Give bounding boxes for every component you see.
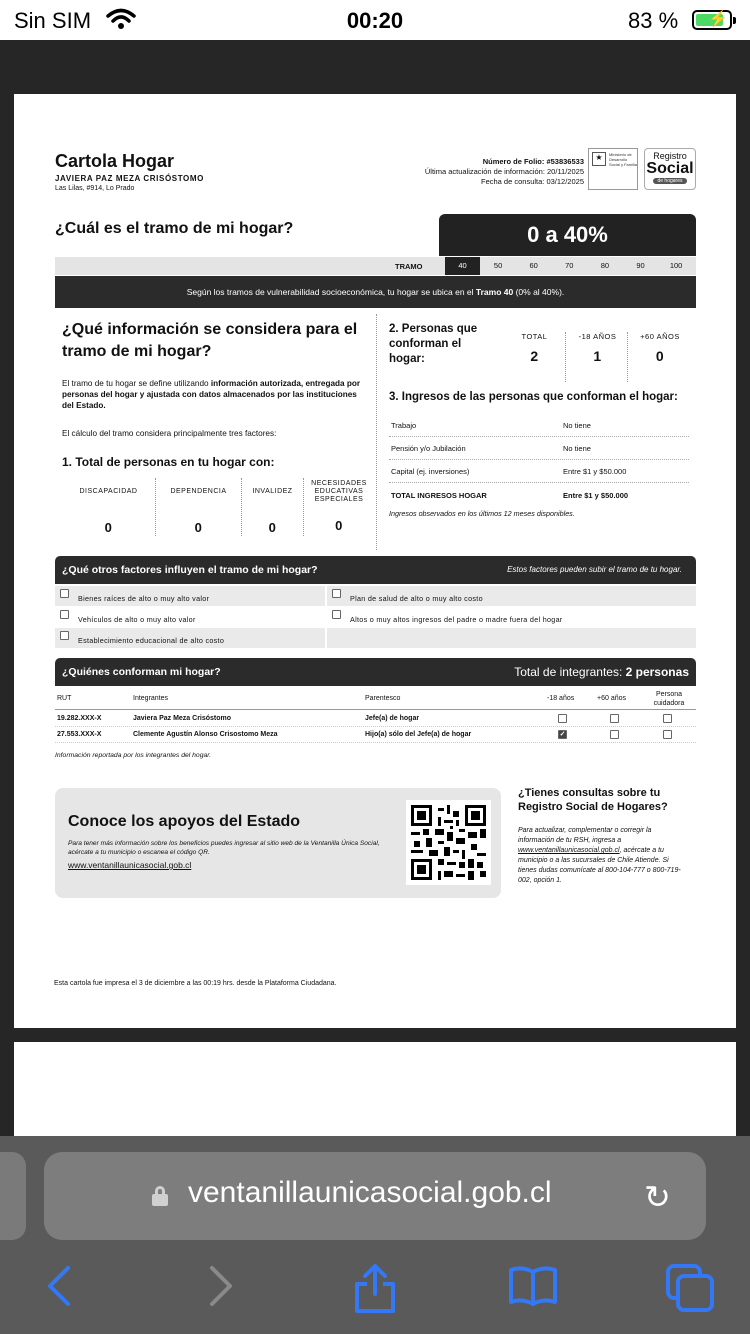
tramo-banner [55, 276, 696, 308]
checkbox-icon [610, 714, 619, 723]
qr-code[interactable] [406, 800, 491, 885]
forward-icon[interactable] [206, 1264, 236, 1319]
otros-title: ¿Qué otros factores influyen el tramo de mi hogar? [62, 564, 318, 576]
tabs-icon[interactable] [666, 1264, 714, 1323]
crest-icon: ★ [592, 152, 606, 166]
personas-menores: -18 AÑOS 1 [568, 332, 628, 382]
otros-item: Plan de salud de alto o muy alto costo [327, 586, 696, 606]
doc-meta [344, 157, 584, 187]
checkbox-icon [60, 631, 69, 640]
tramo-scale-50: 50 [493, 261, 503, 270]
rsh-logo-line2: Social [646, 160, 694, 177]
integrantes-total: Total de integrantes: 2 personas [514, 665, 689, 679]
tramo-scale [55, 257, 696, 275]
clock: 00:20 [346, 8, 404, 33]
info-p1-text: El tramo de tu hogar se define utilizando [62, 379, 211, 388]
info-paragraph [62, 378, 362, 411]
rsh-logo-line1: Registro [653, 151, 687, 161]
tramo-scale-label: TRAMO [395, 262, 423, 271]
otros-item: Altos o muy altos ingresos del padre o madre fuera del hogar [327, 607, 696, 627]
battery-percent: 83 % [628, 8, 679, 33]
personas-mayores: +60 AÑOS 0 [640, 332, 680, 364]
factors-table [62, 478, 370, 536]
members-table-header: RUT Integrantes Parentesco -18 años +60 años Persona cuidadora [55, 688, 696, 710]
tramo-scale-40: 40 [445, 257, 480, 275]
tramo-banner-bold: Tramo 40 [475, 287, 514, 297]
income-row: Capital (ej. inversiones) Entre $1 y $50.000 [389, 460, 689, 483]
doc-title: Cartola Hogar [55, 151, 175, 171]
checkbox-icon [610, 730, 619, 739]
info-paragraph-2: El cálculo del tramo considera principalmente tres factores: [62, 429, 277, 438]
checked-checkbox-icon: ✓ [559, 731, 566, 738]
apoyos-text: Para tener más información sobre los beneficios puedes ingresar al sitio web de la Ventanilla Única Social, acércate a tu municipio o escanea el código QR. [68, 840, 380, 856]
info-question: ¿Qué información se considera para el tramo de mi hogar? [62, 321, 358, 360]
carrier-label: Sin SIM [14, 8, 92, 33]
bookmarks-icon[interactable] [508, 1264, 558, 1319]
reload-icon[interactable]: ↻ [644, 1179, 671, 1215]
tramo-banner-text: Según los tramos de vulnerabilidad socioeconómica, tu hogar se ubica en el [186, 287, 476, 297]
tramo-scale-70: 70 [565, 261, 574, 270]
tramo-value: 0 a 40% [439, 214, 696, 256]
apoyos-link[interactable]: www.ventanillaunicasocial.gob.cl [68, 860, 192, 870]
table-row: 27.553.XXX-X Clemente Agustín Alonso Crisostomo Meza Hijo(a) sólo del Jefe(a) de hogar ✓ [55, 727, 696, 743]
checkbox-icon [332, 589, 341, 598]
otros-note: Estos factores pueden subir el tramo de tu hogar. [507, 565, 682, 574]
personas-total: TOTAL 2 [504, 332, 566, 382]
status-bar [0, 0, 750, 40]
factor-dependencia: DEPENDENCIA 0 [156, 478, 242, 536]
apoyos-card [55, 788, 501, 898]
ministry-logo [588, 148, 638, 190]
document-page [14, 94, 736, 1028]
checkbox-icon [60, 610, 69, 619]
document-viewer[interactable] [0, 40, 750, 1136]
holder-name: JAVIERA PAZ MEZA CRISÓSTOMO [55, 174, 204, 183]
back-icon[interactable] [44, 1264, 74, 1319]
tramo-question: ¿Cuál es el tramo de mi hogar? [55, 220, 294, 237]
qr-code-icon [411, 805, 486, 880]
browser-toolbar [0, 1136, 750, 1334]
otros-item: Vehículos de alto o muy alto valor [55, 607, 325, 627]
income-total-row: TOTAL INGRESOS HOGAR Entre $1 y $50.000 [391, 491, 629, 500]
checkbox-icon [60, 589, 69, 598]
tramo-scale-80: 80 [600, 261, 610, 270]
tramo-scale-100: 100 [669, 261, 683, 270]
tramo-banner-end: (0% al 40%). [513, 287, 565, 297]
otros-item: Establecimiento educacional de alto costo [55, 628, 325, 648]
tramo-scale-90: 90 [636, 261, 645, 270]
checkbox-icon [332, 610, 341, 619]
personas-heading: 2. Personas que conforman el hogar: [389, 323, 478, 365]
query-date: Fecha de consulta: 03/12/2025 [481, 177, 584, 186]
print-footer: Esta cartola fue impresa el 3 de diciembre a las 00:19 hrs. desde la Plataforma Ciudadana. [54, 980, 337, 987]
checkbox-icon [558, 714, 567, 723]
consultas-link[interactable]: www.ventanillaunicasocial.gob.cl [518, 847, 620, 854]
folio-number: Número de Folio: #53836533 [482, 157, 584, 166]
consultas-title: ¿Tienes consultas sobre tu Registro Social de Hogares? [518, 787, 668, 813]
url-text[interactable]: ventanillaunicasocial.gob.cl [188, 1176, 552, 1209]
integrantes-header [55, 658, 696, 686]
address-bar[interactable] [44, 1152, 706, 1240]
income-note: Ingresos observados en los últimos 12 meses disponibles. [389, 509, 575, 518]
holder-address: Las Lilas, #914, Lo Prado [55, 185, 135, 192]
lock-icon [152, 1186, 168, 1206]
otros-header [55, 556, 696, 584]
checkbox-icon [663, 714, 672, 723]
apoyos-title: Conoce los apoyos del Estado [68, 813, 301, 830]
column-divider [376, 314, 377, 550]
info-p1-bold: información autorizada, entregada por personas del hogar y ajustada con datos almacenados por las instituciones del Estado. [62, 379, 361, 410]
otros-empty-cell [327, 628, 696, 648]
consultas-text: Para actualizar, complementar o corregir la información de tu RSH, ingresa a www.ventanillaunicasocial.gob.cl, acércate a tu municipio o a las sucursales de Chile Atiende. Si tienes dudas comunícate al 800-104-777 o 800-719-002, opción 1. [518, 827, 681, 884]
otros-item: Bienes raíces de alto o muy alto valor [55, 586, 325, 606]
ministry-logo-text: Ministerio de Desarrollo Social y Familia [609, 152, 638, 167]
table-row: 19.282.XXX-X Javiera Paz Meza Crisóstomo Jefe(a) de hogar [55, 711, 696, 727]
last-update: Última actualización de información: 20/11/2025 [424, 167, 584, 176]
tramo-scale-60: 60 [529, 261, 538, 270]
integrantes-title: ¿Quiénes conforman mi hogar? [62, 666, 221, 678]
factor-nee: NECESIDADES EDUCATIVAS ESPECIALES 0 [311, 480, 367, 533]
income-row: Trabajo No tiene [389, 414, 689, 437]
factor-invalidez: INVALIDEZ 0 [242, 478, 304, 536]
factor-heading: 1. Total de personas en tu hogar con: [62, 455, 275, 469]
battery-icon: ⚡ [692, 10, 732, 30]
ingresos-heading: 3. Ingresos de las personas que conforman el hogar: [389, 391, 678, 403]
previous-tab[interactable] [0, 1152, 26, 1240]
members-note: Información reportada por los integrantes del hogar. [55, 752, 212, 759]
rsh-logo-line3: de hogares [653, 178, 687, 184]
income-row: Pensión y/o Jubilación No tiene [389, 437, 689, 460]
share-icon[interactable] [354, 1264, 396, 1325]
factor-discapacidad: DISCAPACIDAD 0 [62, 478, 156, 536]
rsh-logo [644, 148, 696, 190]
checkbox-icon [663, 730, 672, 739]
